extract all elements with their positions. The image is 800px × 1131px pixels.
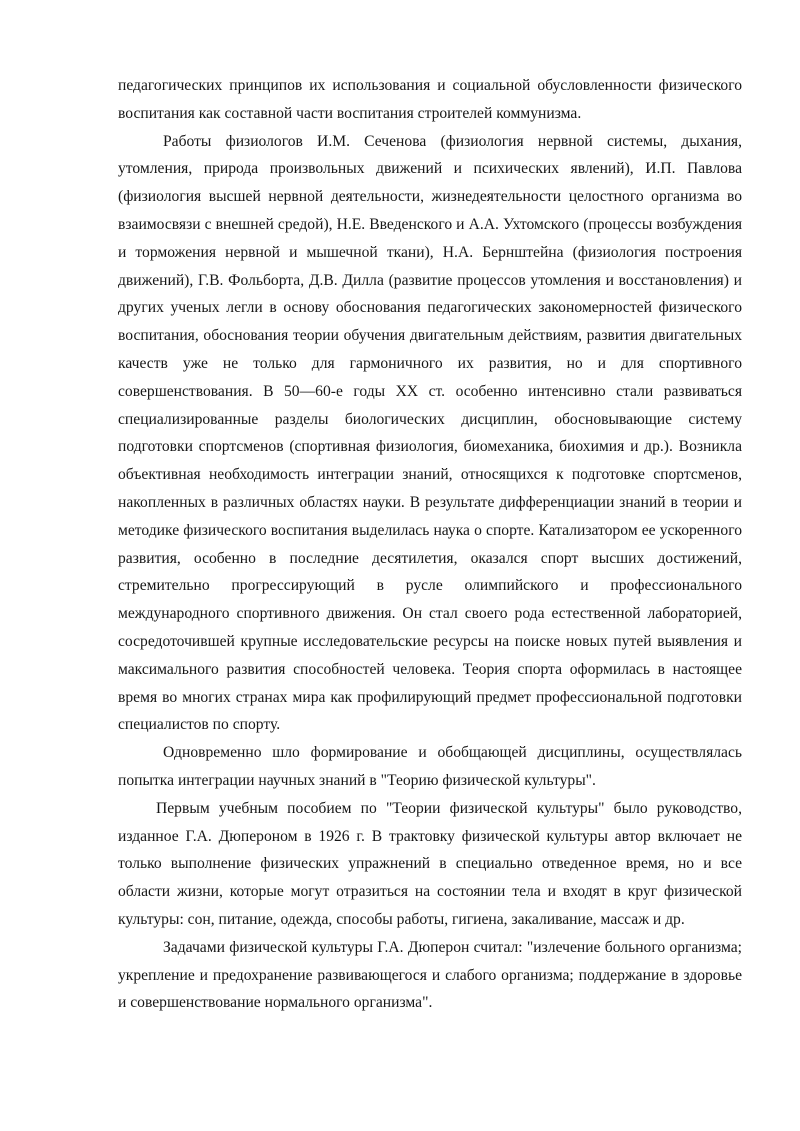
paragraph-general-discipline: Одновременно шло формирование и обобщающей дисциплины, осуществлялась попытка интеграции научных знаний в "Теорию физической культуры". bbox=[118, 744, 742, 789]
paragraph-duperon-manual: Первым учебным пособием по "Теории физической культуры" было руководство, изданное Г.А. Дюпероном в 1926 г. В трактовку физической культуры автор включает не только выполнение физических упражнений в специально отведенное время, но и все области жизни, которые могут отразиться на состоянии тела и входят в круг физической культуры: сон, питание, одежда, способы работы, гигиена, закаливание, массаж и др. bbox=[118, 799, 742, 928]
document-page bbox=[118, 72, 742, 1017]
paragraph-duperon-tasks: Задачами физической культуры Г.А. Дюперон считал: "излечение больного организма; укрепление и предохранение развивающегося и слабого организма; поддержание в здоровье и совершенствование нормального организма". bbox=[118, 938, 742, 1012]
paragraph-continuation: педагогических принципов их использования и социальной обусловленности физического воспитания как составной части воспитания строителей коммунизма. bbox=[118, 77, 742, 122]
paragraph-physiologists: Работы физиологов И.М. Сеченова (физиология нервной системы, дыхания, утомления, природа произвольных движений и психических явлений), И.П. Павлова (физиология высшей нервной деятельности, жизнедеятельности целостного организма во взаимосвязи с внешней средой), Н.Е. Введенского и А.А. Ухтомского (процессы возбуждения и торможения нервной и мышечной ткани), Н.А. Бернштейна (физиология построения движений), Г.В. Фольборта, Д.В. Дилла (развитие процессов утомления и восстановления) и других ученых легли в основу обоснования педагогических закономерностей физического воспитания, обоснования теории обучения двигательным действиям, развития двигательных качеств уже не только для гармоничного их развития, но и для спортивного совершенствования. В 50—60-е годы XX ст. особенно интенсивно стали развиваться специализированные разделы биологических дисциплин, обосновывающие систему подготовки спортсменов (спортивная физиология, биомеханика, биохимия и др.). Возникла объективная необходимость интеграции знаний, относящихся к подготовке спортсменов, накопленных в различных областях науки. В результате дифференциации знаний в теории и методике физического воспитания выделилась наука о спорте. Катализатором ее ускоренного развития, особенно в последние десятилетия, оказался спорт высших достижений, стремительно прогрессирующий в русле олимпийского и профессионального международного спортивного движения. Он стал своего рода естественной лабораторией, сосредоточившей крупные исследовательские ресурсы на поиске новых путей выявления и максимального развития способностей человека. Теория спорта оформилась в настоящее время во многих странах мира как профилирующий предмет профессиональной подготовки специалистов по спорту. bbox=[118, 132, 742, 734]
